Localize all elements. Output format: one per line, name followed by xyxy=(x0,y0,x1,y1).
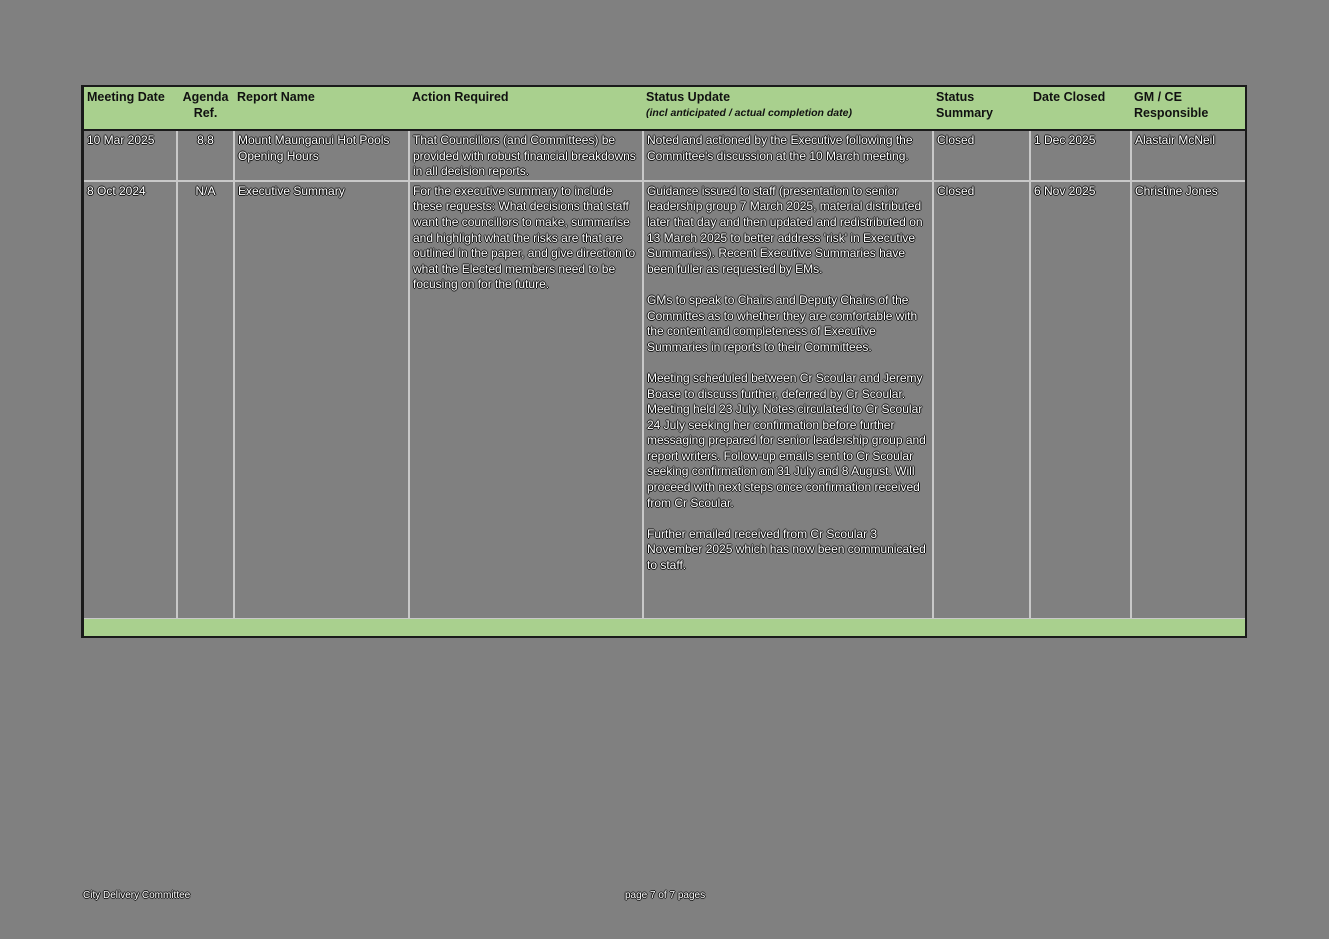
cell-date-closed: 1 Dec 2025 xyxy=(1030,130,1131,181)
cell-agenda-ref: 8.8 xyxy=(177,130,234,181)
cell-status-update: Noted and actioned by the Executive following the Committee's discussion at the 10 March meeting. xyxy=(643,130,933,181)
footer-page-number: page 7 of 7 pages xyxy=(625,890,706,901)
header-agenda-ref: Agenda Ref. xyxy=(177,87,234,130)
table-footer-bar xyxy=(84,618,1245,636)
cell-status-summary: Closed xyxy=(933,181,1030,618)
header-responsible: GM / CE Responsible xyxy=(1131,87,1245,130)
header-action-required: Action Required xyxy=(409,87,643,130)
cell-meeting-date: 8 Oct 2024 xyxy=(84,181,177,618)
cell-status-summary: Closed xyxy=(933,130,1030,181)
cell-responsible: Christine Jones xyxy=(1135,183,1218,198)
header-date-closed: Date Closed xyxy=(1030,87,1131,130)
footer-committee-name: City Delivery Committee xyxy=(83,890,191,901)
header-meeting-date: Meeting Date xyxy=(84,87,177,130)
header-status-update-subtitle: (incl anticipated / actual completion date) xyxy=(646,107,852,119)
status-paragraph: Meeting scheduled between Cr Scoular and Jeremy Boase to discuss further, deferred by Cr Scoular. Meeting held 23 July. Notes circulated to Cr Scoular 24 July seeking her confirmation before further messaging prepared for senior leadership group and report writers. Follow-up emails sent to Cr Scoular seeking confirmation on 31 July and 8 August. Will proceed with next steps once confirmation received from Cr Scoular. xyxy=(647,370,926,510)
cell-meeting-date: 10 Mar 2025 xyxy=(84,130,177,181)
cell-agenda-ref: N/A xyxy=(177,181,234,618)
cell-status-update xyxy=(643,181,933,618)
status-paragraph: Guidance issued to staff (presentation to senior leadership group 7 March 2025, material distributed later that day and then updated and redistributed on 13 March 2025 to better address 'risk' in Executive Summaries). Recent Executive Summaries have been fuller as requested by EMs. xyxy=(647,183,923,276)
table-row xyxy=(84,130,1245,181)
cell-report-name: Mount Maunganui Hot Pools Opening Hours xyxy=(234,130,409,181)
header-report-name: Report Name xyxy=(234,87,409,130)
table-row xyxy=(84,181,1245,618)
header-row xyxy=(84,87,1245,130)
cell-date-closed: 6 Nov 2025 xyxy=(1030,181,1131,618)
cell-action-required: That Councillors (and Committees) be provided with robust financial breakdowns in all decision reports. xyxy=(409,130,643,181)
status-paragraph: GMs to speak to Chairs and Deputy Chairs of the Committes as to whether they are comfortable with the content and completeness of Executive Summaries in reports to their Committees. xyxy=(647,292,918,354)
cell-report-name: Executive Summary xyxy=(234,181,409,618)
header-status-update: Status Update (incl anticipated / actual completion date) xyxy=(643,87,933,130)
action-register-table xyxy=(81,85,1247,638)
status-paragraph: Further emailed received from Cr Scoular 3 November 2025 which has now been communicated to staff. xyxy=(647,526,926,573)
cell-action-required: For the executive summary to include these requests: What decisions that staff want the councillors to make, summarise and highlight what the risks are that are outlined in the paper, and give direction to what the Elected members need to be focusing on for the future. xyxy=(409,181,643,618)
header-status-summary: Status Summary xyxy=(933,87,1030,130)
cell-responsible: Alastair McNeil xyxy=(1131,130,1245,181)
